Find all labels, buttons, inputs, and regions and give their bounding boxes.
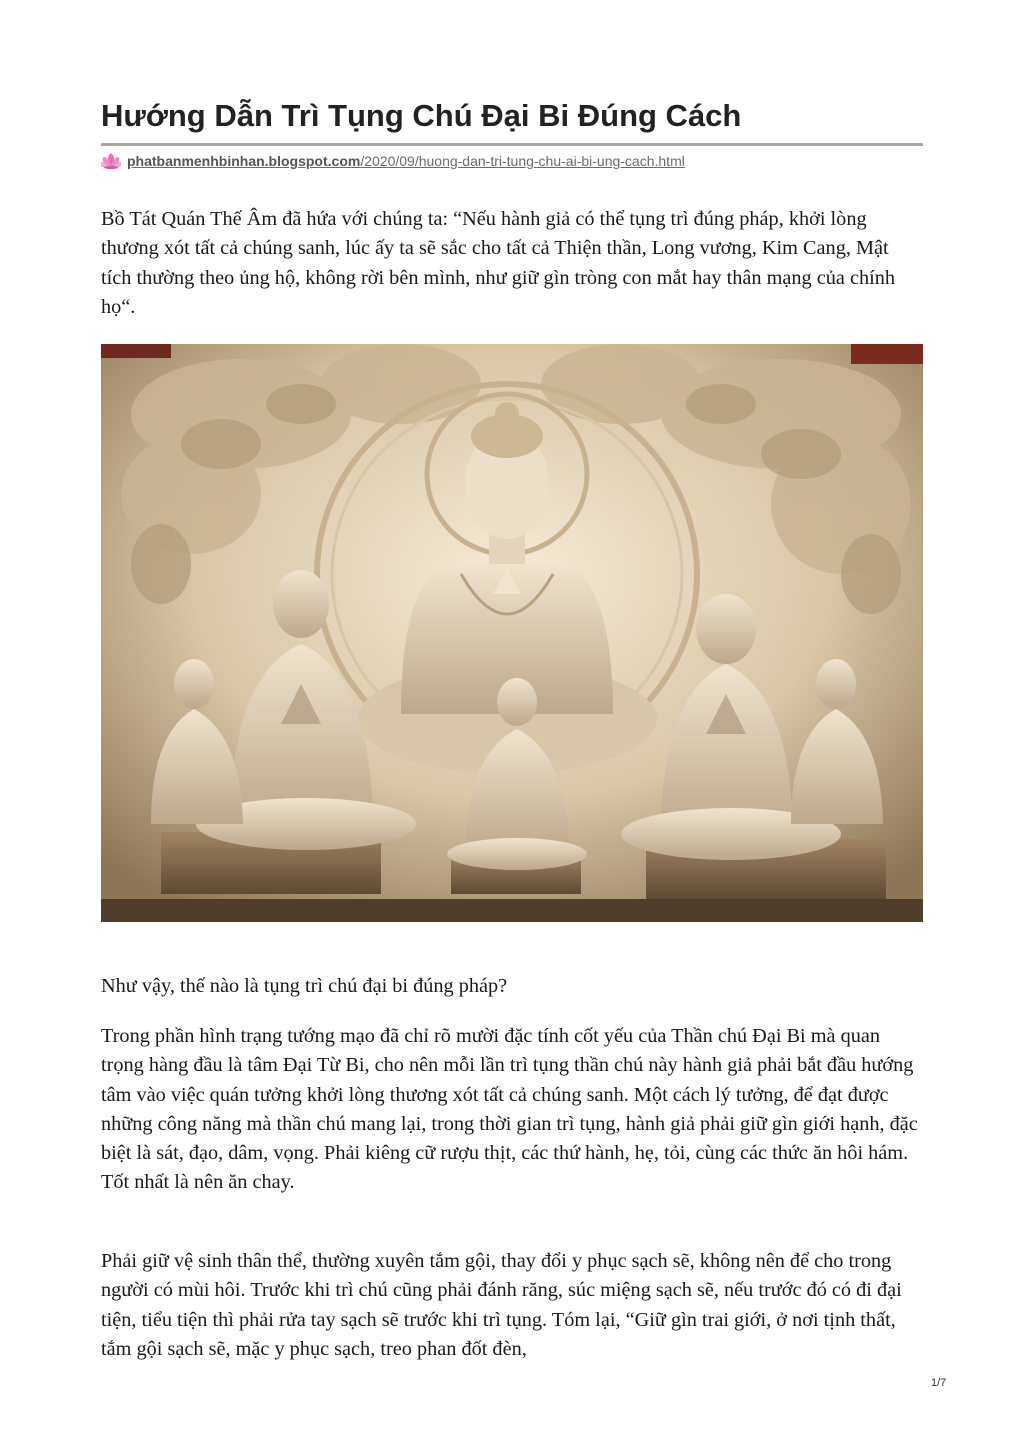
source-path: /2020/09/huong-dan-tri-tung-chu-ai-bi-ung-cach.html xyxy=(360,153,685,169)
page-title: Hướng Dẫn Trì Tụng Chú Đại Bi Đúng Cách xyxy=(101,98,742,133)
title-divider xyxy=(101,143,923,146)
source-line xyxy=(101,151,685,171)
paragraph-body-2: Phải giữ vệ sinh thân thể, thường xuyên tắm gội, thay đổi y phục sạch sẽ, không nên để cho trong người có mùi hôi. Trước khi trì chú cũng phải đánh răng, súc miệng sạch sẽ, nếu trước đó có đi đại tiện, tiểu tiện thì phải rửa tay sạch sẽ trước khi trì tụng. Tóm lại, “Giữ gìn trai giới, ở nơi tịnh thất, tắm gội sạch sẽ, mặc y phục sạch, treo phan đốt đèn, xyxy=(101,1250,902,1360)
buddha-relief-image xyxy=(101,344,923,922)
relief-illustration xyxy=(101,344,923,922)
paragraph-question: Như vậy, thế nào là tụng trì chú đại bi đúng pháp? xyxy=(101,975,508,997)
lotus-icon xyxy=(101,152,121,170)
source-domain: phatbanmenhbinhan.blogspot.com xyxy=(127,153,361,169)
paragraph-body-1: Trong phần hình trạng tướng mạo đã chỉ rõ mười đặc tính cốt yếu của Thần chú Đại Bi mà quan trọng hàng đầu là tâm Đại Từ Bi, cho nên mỗi lần trì tụng thần chú này hành giả phải bắt đầu hướng tâm vào việc quán tưởng khởi lòng thương xót tất cả chúng sanh. Một cách lý tưởng, để đạt được những công năng mà thần chú mang lại, trong thời gian trì tụng, hành giả phải giữ gìn giới hạnh, đặc biệt là sát, đạo, dâm, vọng. Phải kiêng cữ rượu thịt, các thứ hành, hẹ, tỏi, cùng các thức ăn hôi hám. Tốt nhất là nên ăn chay. xyxy=(101,1025,918,1194)
source-link[interactable] xyxy=(127,153,685,169)
page-number: 1/7 xyxy=(931,1377,947,1389)
paragraph-intro: Bồ Tát Quán Thế Âm đã hứa với chúng ta: “Nếu hành giả có thể tụng trì đúng pháp, khởi lòng thương xót tất cả chúng sanh, lúc ấy ta sẽ sắc cho tất cả Thiện thần, Long vương, Kim Cang, Mật tích thường theo ủng hộ, không rời bên mình, như giữ gìn tròng con mắt hay thân mạng của chính họ“. xyxy=(101,208,895,318)
